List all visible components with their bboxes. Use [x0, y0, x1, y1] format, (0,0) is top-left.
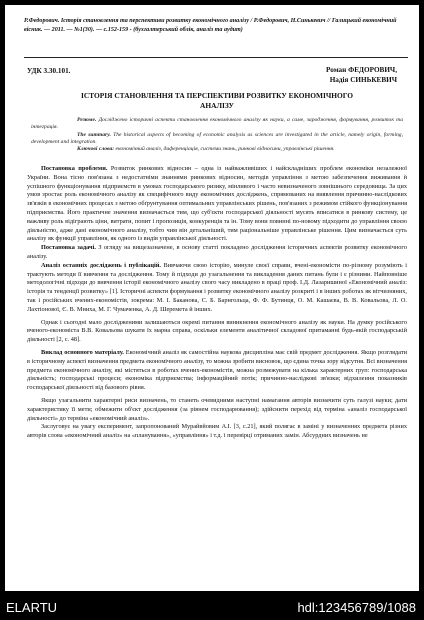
citation-divider [24, 57, 408, 58]
author-2: Надія СИНЬКЕВИЧ [329, 76, 397, 84]
abstract-en-label: The summary. [77, 131, 111, 138]
footer-handle: hdl:123456789/1088 [297, 600, 416, 615]
abstracts-block [31, 117, 403, 153]
paragraph-task-text: З огляду на вищезазначене, в основу статті покладено дослідження історичних аспектів розвитку економічного аналізу. [27, 244, 408, 260]
abstract-en [31, 132, 403, 147]
heading-review: Аналіз останніх досліджень і публікацій. [41, 261, 161, 269]
paragraph-main-text: Економічний аналіз як самостійна наукова дисципліна має свій предмет дослідження. Якщо розглядати в історичному аспекті визначення предмета економічного аналізу, то можна зробити висновок, що єдина точка зору відсутня. Всі визначення предмета економічного аналізу, які містяться в роботах вчених-економістів, можна розмежувати на кілька характерних груп: господарська діяльність; господарські процеси; економіка підприємства; інформаційний потік; причинно-наслідкові зв'язки; відхилення показників господарської діяльності від базового рівня. [27, 348, 408, 392]
paragraph-review-text: Вивчаючи свою історію, минуле своєї справи, вчені-економісти по-різному розуміють і трактують методи її вивчення та дослідження. Тому й підходи до узагальнення та викладення даних питань були і є різними. Найповніше методологічні підходи до вивчення історії економічного аналізу свого часу викладено в праці проф. І.Д. Лазаришиної «Економічний аналіз: історія та тенденції розвитку» [1]. Історичні аспекти формування і розвитку економічного аналізу розкриті і в інших роботах як вітчизняних, так і російських вчених-економістів, зокрема: М. І. Баканова, С. Б. Барнгольца, Ф. Ф. Бутинця, О. М. Кашаєва, В. В. Ковальова, Л. О. Лахтіонової, Є. В. Мнихa, М. Г. Чумаченка, А. Д. Шеремета й інших. [27, 261, 407, 313]
paragraph-7: Заслуговує на увагу експеримент, запропонований Мурайвйовим А.І. [3, с.21], який полягає в заміні у визначеннях предмета різних авторів слова «економічний аналіз» на «планування», «управління» і т.д. і перевірці отриманих замін. Абсурдних визначень не [27, 423, 407, 440]
paragraph-main [27, 349, 407, 393]
paragraph-6: Якщо узагальнити характерні риси визначень, то станеть очевидними наступні намагання авторів визначити суть галузі науки; дати характеристику її мети; обмежити об'єкт дослідження (за рівнем господарювання); здійснити перехід від терміна «аналіз господарської діяльності» до терміна «економічний аналіз». [27, 396, 407, 422]
heading-task: Постановка задачі. [41, 244, 96, 252]
keywords [31, 146, 403, 153]
abstract-en-text: The historical aspects of becoming of economic analysis as sciences are investigated in the article, namely origin, forming, development and integration. [31, 131, 403, 145]
paragraph-problem-text: Розвиток ринкових відносин – одна із найважливіших і найскладніших проблем економіки незалежної України. Вона тісно пов'язана з недостатніми знаннями ринкових відносин, методів управління з метою забезпечення виживання й успішного функціонування підприємств в умовах господарського ризику, мінливого і часто невизначеного зовнішнього середовища. За цих умов зростає роль економічного аналізу як специфічного виду економічних досліджень, спрямованих на виявлення причинно-наслідкових зв'язків в економічних процесах з метою обґрунтування оптимальних управлінських рішень, пов'язаних з режимом стійкого функціонування підприємства. Його практичне значення визначається тим, що суб'єкти господарської діяльності мусять вписатися в ринкову систему, це важливу роль відіграють ціни, витрати, попит і пропозиція, конкуренція та ін. Тому вони повинні по-новому підходити до управління своєю діяльністю, адже дані економічного аналізу, тобто чим він детальніший, тим раціональніше управлінське рішення. Цим визначається суть аналізу як функції управління, як одного із видів управлінської діяльності. [27, 165, 408, 243]
citation-header: Р.Федорович. Історія становлення та перспективи розвитку економічного аналізу / Р.Федорович, Н.Синькевич // Галицький економічний вісник. — 2011. — №1(30). — с.152-159 - (бухгалтерський облік, аналіз та аудит) [24, 18, 397, 33]
paragraph-task [27, 244, 407, 262]
keywords-text: економічний аналіз, диференціація, системи знань, ринкові відносини, управлінські рішення. [115, 146, 335, 153]
abstract-uk-text: Досліджено історичні аспекти становлення економічного аналізу як науки, а саме, зародження, формування, розвиток та інтеграція. [31, 117, 403, 131]
heading-problem: Постановка проблеми. [41, 165, 108, 172]
heading-main: Виклад основного матеріалу. [41, 348, 124, 356]
authors-block [326, 65, 397, 85]
document-page [5, 5, 419, 591]
keywords-label: Ключові слова: [77, 146, 115, 153]
article-title: ІСТОРІЯ СТАНОВЛЕННЯ ТА ПЕРСПЕКТИВИ РОЗВИТКУ ЕКОНОМІЧНОГО АНАЛІЗУ [80, 91, 354, 110]
article-body [27, 165, 407, 441]
author-1: Роман ФЕДОРОВИЧ, [326, 66, 397, 74]
abstract-uk-label: Резюме. [77, 117, 97, 123]
paragraph-review [27, 262, 407, 315]
footer-bar [0, 591, 424, 620]
udk-code: УДК 3.30.101. [27, 67, 71, 75]
paragraph-problem [27, 165, 407, 244]
abstract-uk [31, 117, 403, 132]
footer-repository-label: ELARTU [6, 600, 58, 615]
paragraph-4: Однак і сьогодні мало дослідженими залишаються окремі питання виникнення економічного аналізу як науки. На думку російського вченого-економіста В.В. Ковальова шукати їх марна справа, оскільки елементи аналітичної складової притаманні будь-якій господарській діяльності [2, с. 48]. [27, 318, 407, 344]
